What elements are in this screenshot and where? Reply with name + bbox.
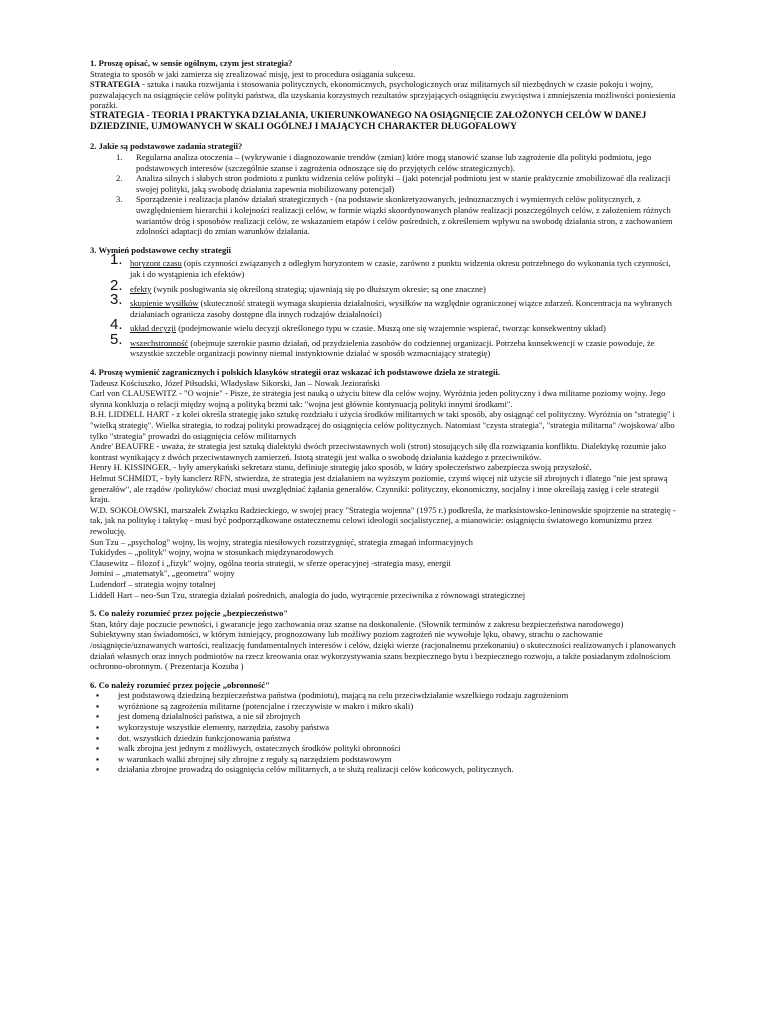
list-item	[90, 291, 678, 319]
section-1-line-2: STRATEGIA - sztuka i nauka rozwijania i stosowania politycznych, ekonomicznych, psychologicznych oraz militarnych sił niezbędnych w czasie pokoju i wojny, pozwalających na osiągnięcie celów polityki państwa, dla uzyskania korzystnych rezultatów sprzyjających osiągnięciu zwycięstwa i zmniejszenia możliwości poniesienia porażki.	[90, 79, 676, 111]
section-1-line-1: Strategia to sposób w jaki zamierza się zrealizować misję, jest to procedura osiągania sukcesu.	[90, 68, 416, 79]
section-4-line: B.H. LIDDELL HART - z kolei określa strategię jako sztukę rozdziału i użycia środków militarnych w taki sposób, aby osiągnąć cel polityczny. Wyróżnia on "strategię" i "wielką strategię". Wielka strategia, to rodzaj polityki prowadzącej do osiągnięcia celów politycznych. Natomiast "czysta strategia", "strategia militarna" /wojskowa/ albo tylko "strategia" prowadzi do osiągnięcia celów militarnych	[90, 409, 675, 441]
square-bullet-icon: ▪	[96, 711, 100, 722]
item-text: (podejmowanie wielu decyzji określonego typu w czasie. Muszą one się wzajemnie wspierać, tworząc konsekwentny układ)	[176, 323, 606, 334]
square-bullet-icon: ▪	[96, 700, 100, 711]
list-item	[90, 173, 678, 194]
list-item	[90, 251, 678, 279]
list-item	[90, 743, 678, 754]
item-number: 3.	[116, 194, 123, 205]
list-item	[90, 316, 678, 334]
list-item	[90, 764, 678, 775]
item-term: układ decyzji	[130, 323, 177, 334]
section-2-title: 2. Jakie są podstawowe zadania strategii?	[90, 141, 243, 152]
item-text: w warunkach walki zbrojnej siły zbrojne z reguły są narzędziem podstawowym	[118, 753, 392, 764]
item-text: (opis czynności związanych z odległym horyzontem w czasie, zarówno z punktu widzenia okresu potrzebnego do wykonania tych czynności, jak i do wystąpienia ich efektów)	[130, 258, 671, 279]
square-bullet-icon: ▪	[96, 690, 100, 701]
section-6	[90, 680, 678, 775]
list-item	[90, 276, 678, 295]
section-4-line: Tadeusz Kościuszko, Józef Piłsudski, Władysław Sikorski, Jan – Nowak Jeziorański	[90, 377, 380, 388]
section-5-line: Subiektywny stan świadomości, w którym istniejący, prognozowany lub możliwy poziom zagrożeń nie wywołuje lęku, obawy, strachu o zachowanie /osiągnięcie/uznawanych wartości, realizację fundamentalnych interesów i celów, dzięki wierze (racjonalnemu przekonaniu) o skuteczności realizowanych i planowanych działań własnych oraz innych podmiotów na rzecz kreowania oraz wykorzystywania szans bezpiecznego bytu i bezpiecznego rozwoju, a także posiadanym zdolnościom ochronno-obronnym. ( Prezentacja Kozuba )	[90, 629, 676, 672]
section-6-title: 6. Co należy rozumieć przez pojęcie „obronność"	[90, 679, 270, 690]
item-number: 5.	[110, 330, 123, 348]
section-3	[90, 245, 678, 359]
list-item	[90, 722, 678, 733]
section-5	[90, 608, 678, 672]
section-3-title: 3. Wymień podstawowe cechy strategii	[90, 244, 232, 255]
item-text: Sporządzenie i realizacja planów działań strategicznych - (na podstawie skonkretyzowanych, jednoznacznych i wymiernych celów politycznych, z uwzględnieniem hierarchii i kolejności realizacji celów, w formie wiązki skoordynowanych planów realizacji poszczególnych celów, z założeniem różnych wariantów dróg i sposobów realizacji celów, ze wskazaniem etapów i celów pośrednich, z określeniem wpływu na swobodę działania stron, z zachowaniem zdolności adaptacji do zmian warunków działania.	[136, 194, 673, 237]
list-item	[90, 701, 678, 712]
item-text: walk zbrojna jest jednym z możliwych, ostatecznych środków polityki obronności	[118, 743, 401, 754]
list-item	[90, 330, 678, 359]
section-1-title: 1. Proszę opisać, w sensie ogólnym, czym jest strategia?	[90, 58, 293, 68]
item-number: 1.	[116, 151, 123, 162]
item-text: (wynik posługiwania się określoną strategią; ujawniają się po dłuższym okresie; są one znaczne)	[151, 283, 486, 294]
strategia-definition: sztuka i nauka rozwijania i stosowania politycznych, ekonomicznych, psychologicznych oraz militarnych sił niezbędnych w czasie pokoju i wojny, pozwalających na osiągnięcie celów polityki państwa, dla uzyskania korzystnych rezultatów sprzyjających osiągnięciu zwycięstwa i zmniejszenia możliwości poniesienia porażki.	[90, 79, 676, 111]
item-text: (skuteczność strategii wymaga skupienia działalności, wysiłków na względnie ograniczonej wiązce zdarzeń. Koncentracja na wybranych działaniach ogranicza zasoby dostępne dla innych rodzajów działalności)	[130, 298, 672, 319]
item-number: 1.	[110, 251, 123, 269]
square-bullet-icon: ▪	[96, 722, 100, 733]
item-term: wszechstronność	[130, 337, 189, 348]
list-item	[90, 711, 678, 722]
item-text: działania zbrojne prowadzą do osiągnięcia celów militarnych, a te służą realizacji celów końcowych, politycznych.	[118, 764, 514, 775]
section-4-line: Henry H. KISSINGER, - były amerykański sekretarz stanu, definiuje strategię jako sposób, w który społeczeństwo zabezpiecza swoją przyszłość.	[90, 462, 592, 473]
section-4-line: Liddell Hart – neo-Sun Tzu, strategia działań pośrednich, analogia do judo, wytrącenie przeciwnika z równowagi strategicznej	[90, 589, 526, 600]
item-text: wyróżnione są zagrożenia militarne (potencjalne i rzeczywiste w makro i mikro skali)	[118, 700, 414, 711]
item-text: wykorzystuje wszystkie elementy, narzędzia, zasoby państwa	[118, 722, 330, 733]
section-2	[90, 141, 678, 236]
list-item	[90, 754, 678, 765]
section-1	[90, 58, 678, 133]
section-4-line: Sun Tzu – „psycholog" wojny, lis wojny, strategia niesiłowych rozstrzygnięć, strategia zmagań informacyjnych	[90, 536, 473, 547]
item-text: (obejmuje szerokie pasmo działań, od przydzielenia zasobów do codziennej organizacji. Potrzeba konsekwencji w czasie powoduje, że wszystkie szczeble organizacji powinny niemal instynktownie działać w sposób wzmacniający strategię)	[130, 337, 655, 359]
item-text: jest podstawową dziedziną bezpieczeństwa państwa (podmiotu), mającą na celu przeciwdziałanie wszelkiego rodzaju zagrożeniom	[118, 690, 569, 701]
square-bullet-icon: ▪	[96, 753, 100, 764]
list-item	[90, 152, 678, 173]
section-4-line: Clausewitz – filozof i „fizyk" wojny, ogólna teoria strategii, w sferze operacyjnej -strategia masy, energii	[90, 557, 451, 568]
section-4	[90, 367, 678, 600]
list-item	[90, 690, 678, 701]
square-bullet-icon: ▪	[96, 764, 100, 775]
section-4-line: W.D. SOKOŁOWSKI, marszałek Związku Radzieckiego, w swojej pracy "Strategia wojenna" (1975 r.) podkreśla, że marksistowsko-leninowskie spojrzenie na strategię - tak, jak na politykę i taktykę - musi być podporządkowane ostatecznemu celowi ideologii socjalistycznej, a mianowicie: osiągnięciu światowego komunizmu przez rewolucję.	[90, 504, 676, 536]
item-number: 3.	[110, 291, 123, 309]
item-term: skupienie wysiłków	[130, 298, 199, 309]
section-5-line: Stan, który daje poczucie pewności, i gwarancje jego zachowania oraz szanse na doskonalenie. (Słownik terminów z zakresu bezpieczeństwa narodowego)	[90, 618, 624, 629]
list-item	[90, 194, 678, 236]
section-4-line: Tukidydes – „polityk" wojny, wojna w stosunkach międzynarodowych	[90, 547, 334, 558]
section-4-title: 4. Proszę wymienić zagranicznych i polskich klasyków strategii oraz wskazać ich podstawowe dzieła ze strategii.	[90, 367, 500, 378]
list-item	[90, 733, 678, 744]
item-number: 2.	[110, 276, 123, 294]
section-4-line: Jomini – „matematyk", „geometra" wojny	[90, 568, 235, 579]
square-bullet-icon: ▪	[96, 732, 100, 743]
item-number: 4.	[110, 316, 123, 334]
section-4-line: Andre' BEAUFRE - uważa, że strategia jest sztuką dialektyki dwóch przeciwstawnych woli (stron) stosujących siłę dla rozwiązania konfliktu. Dialektykę rozumie jako kontrast wynikający z dwóch przeciwstawnych zamierzeń. Istotą strategii jest walka o swobodę działania każdego z przeciwników.	[90, 441, 667, 462]
item-text: Analiza silnych i słabych stron podmiotu z punktu widzenia celów polityki – (jaki potencjał podmiotu jest w stanie praktycznie zmobilizować dla realizacji swojej polityki, jaką swobodę działania zapewnia mobilizowany potencjał)	[136, 173, 671, 194]
item-term: horyzont czasu	[130, 258, 182, 269]
item-number: 2.	[116, 173, 123, 184]
item-text: Regularna analiza otoczenia – (wykrywanie i diagnozowanie trendów (zmian) które mogą stanowić szanse lub zagrożenie dla polityki podmiotu, jego podstawowych interesów (szczególnie szanse i zagrożenia odnoszące się do przyjętych celów strategicznych).	[136, 151, 652, 173]
item-text: dot. wszystkich dziedzin funkcjonowania państwa	[118, 732, 291, 743]
item-text: jest domeną działalności państwa, a nie sił zbrojnych	[118, 711, 301, 722]
strategia-label: STRATEGIA	[90, 79, 140, 90]
section-1-caps-definition: STRATEGIA - TEORIA I PRAKTYKA DZIAŁANIA, UKIERUNKOWANEGO NA OSIĄGNIĘCIE ZAŁOŻONYCH CELÓW W DANEJ DZIEDZINIE, UJMOWANYCH W SKALI OGÓLNEJ I MAJĄCYCH CHARAKTER DŁUGOFALOWY	[90, 110, 647, 133]
square-bullet-icon: ▪	[96, 743, 100, 754]
section-4-line: Ludendorf – strategia wojny totalnej	[90, 578, 216, 589]
section-5-title: 5. Co należy rozumieć przez pojęcie „bezpieczeństwo"	[90, 608, 289, 619]
section-4-line: Helmut SCHMIDT, - były kanclerz RFN, stwierdza, że strategia jest działaniem na wyższym poziomie, czymś więcej niż użycie sił zbrojnych i dlatego "nie jest sprawą generałów", ale rządów /polityków/ chociaż musi uwzględniać żądania generałów. Czynniki: polityczny, ekonomiczny, socjalny i inne określają zasięg i cele strategii kraju.	[90, 473, 668, 505]
section-4-line: Carl von CLAUSEWITZ - "O wojnie" - Pisze, że strategia jest nauką o użyciu bitew dla celów wojny. Wyróżnia jeden polityczny i dwa militarne poziomy wojny. Jego słynna konkluzja o relacji między wojną a polityką brzmi tak: "wojna jest głównie kontynuacją polityki innymi środkami".	[90, 388, 666, 409]
item-term: efekty	[130, 283, 152, 294]
